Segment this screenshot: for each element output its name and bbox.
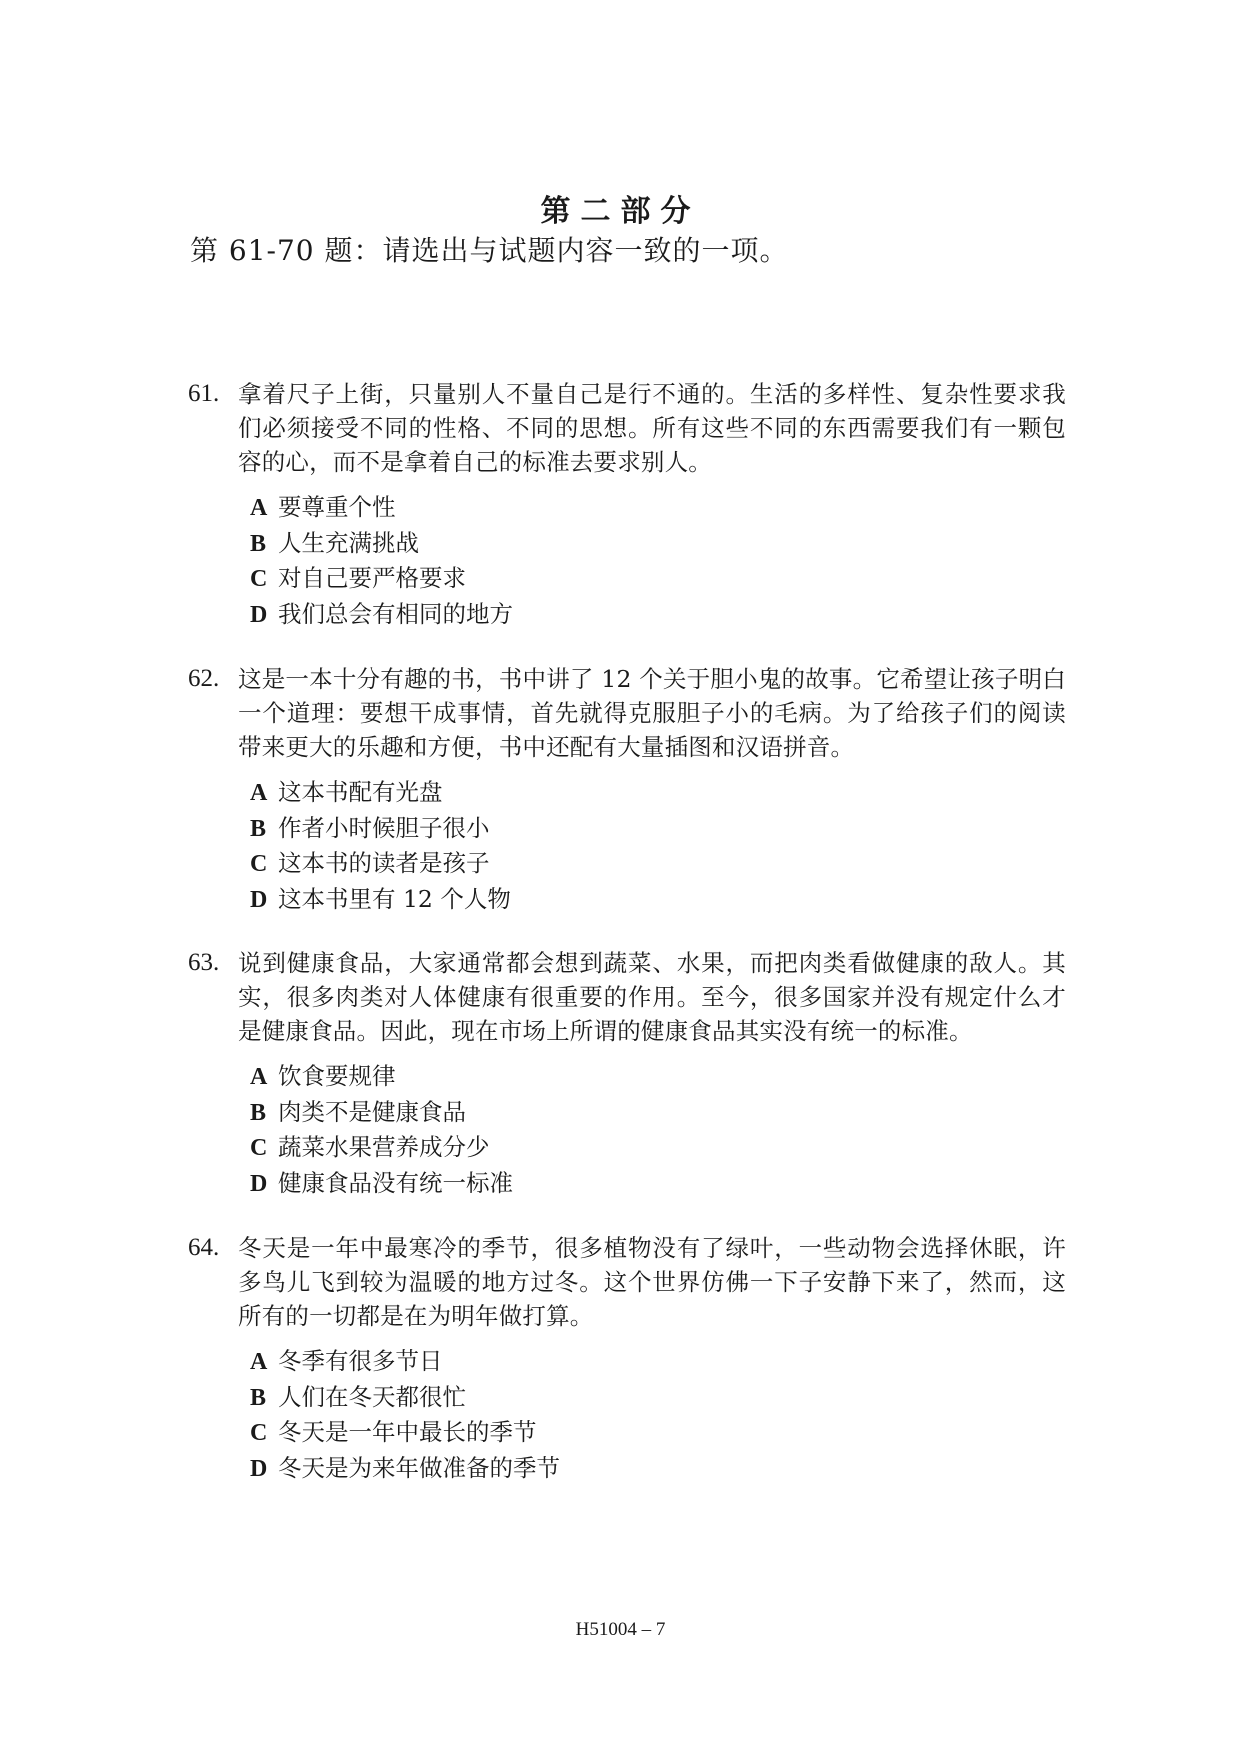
option-text: 对自己要严格要求 — [278, 564, 466, 592]
option-b[interactable] — [250, 1095, 513, 1131]
options-list — [250, 490, 513, 632]
question-text: 这是一本十分有趣的书，书中讲了 12 个关于胆小鬼的故事。它希望让孩子明白一个道理：要想干成事情，首先就得克服胆子小的毛病。为了给孩子们的阅读带来更大的乐趣和方便，书中还配有大量插图和汉语拼音。 — [238, 665, 1066, 761]
options-list — [250, 1059, 513, 1201]
option-letter: B — [250, 815, 267, 842]
option-text: 蔬菜水果营养成分少 — [278, 1133, 490, 1161]
option-letter: B — [250, 1384, 267, 1411]
option-a[interactable] — [250, 490, 513, 526]
options-list — [250, 775, 511, 917]
option-text: 这本书配有光盘 — [278, 778, 443, 806]
question-number: 62. — [188, 665, 220, 692]
option-letter: D — [250, 1170, 268, 1197]
option-letter: A — [250, 495, 268, 521]
option-letter: C — [250, 851, 268, 877]
option-letter: A — [250, 780, 268, 806]
option-text: 健康食品没有统一标准 — [278, 1168, 513, 1197]
option-c[interactable] — [250, 1415, 560, 1451]
option-text: 饮食要规律 — [278, 1062, 396, 1090]
option-c[interactable] — [250, 846, 511, 882]
option-a[interactable] — [250, 1059, 513, 1095]
question-number: 64. — [188, 1234, 220, 1261]
option-c[interactable] — [250, 1130, 513, 1166]
option-d[interactable] — [250, 1451, 560, 1487]
option-letter: C — [250, 1135, 268, 1161]
option-letter: A — [250, 1349, 268, 1375]
option-text: 冬天是为来年做准备的季节 — [278, 1453, 560, 1482]
question-number: 63. — [188, 949, 220, 976]
option-c[interactable] — [250, 561, 513, 597]
option-d[interactable] — [250, 597, 513, 633]
option-text: 人生充满挑战 — [278, 528, 419, 557]
section-title: 第二部分 — [540, 194, 701, 229]
option-letter: C — [250, 1420, 268, 1446]
instruction-text: 第 61-70 题：请选出与试题内容一致的一项。 — [190, 234, 789, 267]
option-d[interactable] — [250, 1166, 513, 1202]
question-text: 拿着尺子上街，只量别人不量自己是行不通的。生活的多样性、复杂性要求我们必须接受不同的性格、不同的思想。所有这些不同的东西需要我们有一颗包容的心，而不是拿着自己的标准去要求别人。 — [238, 380, 1066, 476]
option-text: 这本书的读者是孩子 — [278, 849, 490, 877]
option-text: 冬天是一年中最长的季节 — [278, 1418, 537, 1446]
option-letter: D — [250, 886, 268, 913]
option-text: 人们在冬天都很忙 — [278, 1382, 466, 1411]
option-text: 要尊重个性 — [278, 493, 396, 521]
option-text: 冬季有很多节日 — [278, 1347, 443, 1375]
option-letter: D — [250, 601, 268, 628]
option-b[interactable] — [250, 526, 513, 562]
option-letter: B — [250, 1099, 267, 1126]
question-number: 61. — [188, 380, 220, 407]
option-b[interactable] — [250, 1380, 560, 1416]
option-text: 作者小时候胆子很小 — [278, 813, 490, 842]
option-a[interactable] — [250, 1344, 560, 1380]
option-text: 我们总会有相同的地方 — [278, 599, 513, 628]
option-letter: A — [250, 1064, 268, 1090]
option-letter: C — [250, 566, 268, 592]
page-footer: H51004 – 7 — [575, 1619, 666, 1640]
option-letter: D — [250, 1455, 268, 1482]
option-b[interactable] — [250, 811, 511, 847]
question-text: 冬天是一年中最寒冷的季节，很多植物没有了绿叶，一些动物会选择休眠，许多鸟儿飞到较为温暖的地方过冬。这个世界仿佛一下子安静下来了，然而，这所有的一切都是在为明年做打算。 — [238, 1234, 1066, 1330]
options-list — [250, 1344, 560, 1486]
option-d[interactable] — [250, 882, 511, 918]
option-text: 肉类不是健康食品 — [278, 1097, 466, 1126]
option-a[interactable] — [250, 775, 511, 811]
option-text: 这本书里有 12 个人物 — [278, 884, 511, 913]
question-text: 说到健康食品，大家通常都会想到蔬菜、水果，而把肉类看做健康的敌人。其实，很多肉类对人体健康有很重要的作用。至今，很多国家并没有规定什么才是健康食品。因此，现在市场上所谓的健康食品其实没有统一的标准。 — [238, 949, 1066, 1045]
option-letter: B — [250, 530, 267, 557]
